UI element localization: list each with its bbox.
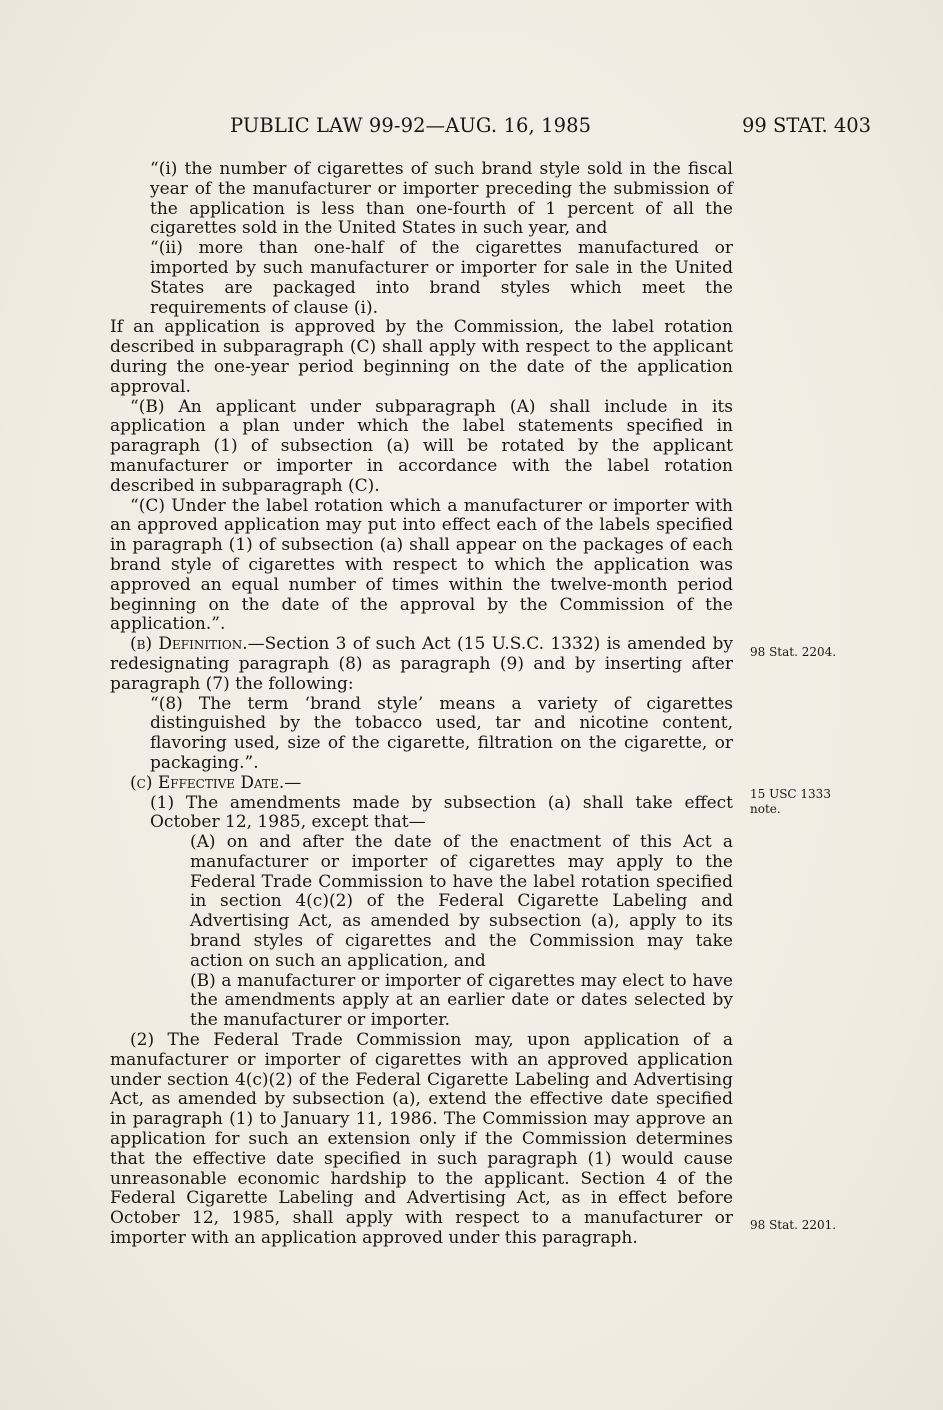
page-header-stat: 99 STAT. 403	[742, 114, 872, 137]
margin-note-98-stat-2204: 98 Stat. 2204.	[750, 645, 837, 659]
clause-ii: “(ii) more than one-half of the cigarettes manufactured or imported by such manufacturer or importer for sale in the United States are packaged into brand styles which meet the requirements of clause (i).	[150, 238, 733, 318]
statute-body	[110, 160, 733, 1249]
definition-text: —Section 3 of such Act (15 U.S.C. 1332) is amended by redesignating paragraph (8) as paragraph (9) and by inserting after paragraph (7) the following:	[110, 634, 733, 694]
subparagraph-c: “(C) Under the label rotation which a manufacturer or importer with an approved application may put into effect each of the labels specified in paragraph (1) of subsection (a) shall appear on the packages of each brand style of cigarettes with respect to which the application was approved an equal number of times within the twelve-month period beginning on the date of the approval by the Commission of the application.”.	[110, 495, 733, 635]
bleed-through-mark	[790, 226, 794, 241]
effective-date-paragraph-2: (2) The Federal Trade Commission may, upon application of a manufacturer or importer of cigarettes with an approved application under section 4(c)(2) of the Federal Cigarette Labeling and Advertising Act, as amended by subsection (a), extend the effective date specified in paragraph (1) to January 11, 1986. The Commission may approve an application for such an extension only if the Commission determines that the effective date specified in such paragraph (1) would cause unreasonable economic hardship to the applicant. Section 4 of the Federal Cigarette Labeling and Advertising Act, as in effect before October 12, 1985, shall apply with respect to a manufacturer or importer with an application approved under this paragraph.	[110, 1030, 733, 1249]
effective-date-heading-line	[110, 774, 733, 794]
margin-note-15-usc-1333: 15 USC 1333	[750, 787, 831, 801]
approval-paragraph: If an application is approved by the Commission, the label rotation described in subparagraph (C) shall apply with respect to the applicant during the one-year period beginning on the date of the application approval.	[110, 317, 733, 397]
effective-date-clause-a: (A) on and after the date of the enactment of this Act a manufacturer or importer of cigarettes may apply to the Federal Trade Commission to have the label rotation specified in section 4(c)(2) of the Federal Cigarette Labeling and Advertising Act, as amended by subsection (a), apply to its brand styles of cigarettes and the Commission may take action on such an application, and	[190, 832, 733, 971]
margin-note-98-stat-2201: 98 Stat. 2201.	[750, 1218, 837, 1232]
effective-date-clause-b: (B) a manufacturer or importer of cigarettes may elect to have the amendments apply at an earlier date or dates selected by the manufacturer or importer.	[190, 970, 733, 1031]
definition-heading: (b) Definition.	[130, 634, 248, 655]
effective-date-heading: (c) Effective Date.	[130, 772, 285, 793]
margin-note-note: note.	[750, 802, 781, 816]
brand-style-definition: “(8) The term ‘brand style’ means a variety of cigarettes distinguished by the tobacco used, tar and nicotine content, flavoring used, size of the cigarette, filtration on the cigarette, or packaging.”.	[150, 693, 733, 773]
definition-section	[110, 635, 733, 694]
effective-date-paragraph-1: (1) The amendments made by subsection (a) shall take effect October 12, 1985, except that—	[150, 792, 733, 833]
subparagraph-b: “(B) An applicant under subparagraph (A) shall include in its application a plan under which the label statements specified in paragraph (1) of subsection (a) will be rotated by the applicant manufacturer or importer in accordance with the label rotation described in subparagraph (C).	[110, 396, 733, 496]
effective-date-dash: —	[284, 772, 302, 793]
clause-i: “(i) the number of cigarettes of such brand style sold in the fiscal year of the manufacturer or importer preceding the submission of the application is less than one-fourth of 1 percent of all the cigarettes sold in the United States in such year, and	[150, 159, 733, 239]
page-header-title: PUBLIC LAW 99-92—AUG. 16, 1985	[230, 114, 592, 137]
